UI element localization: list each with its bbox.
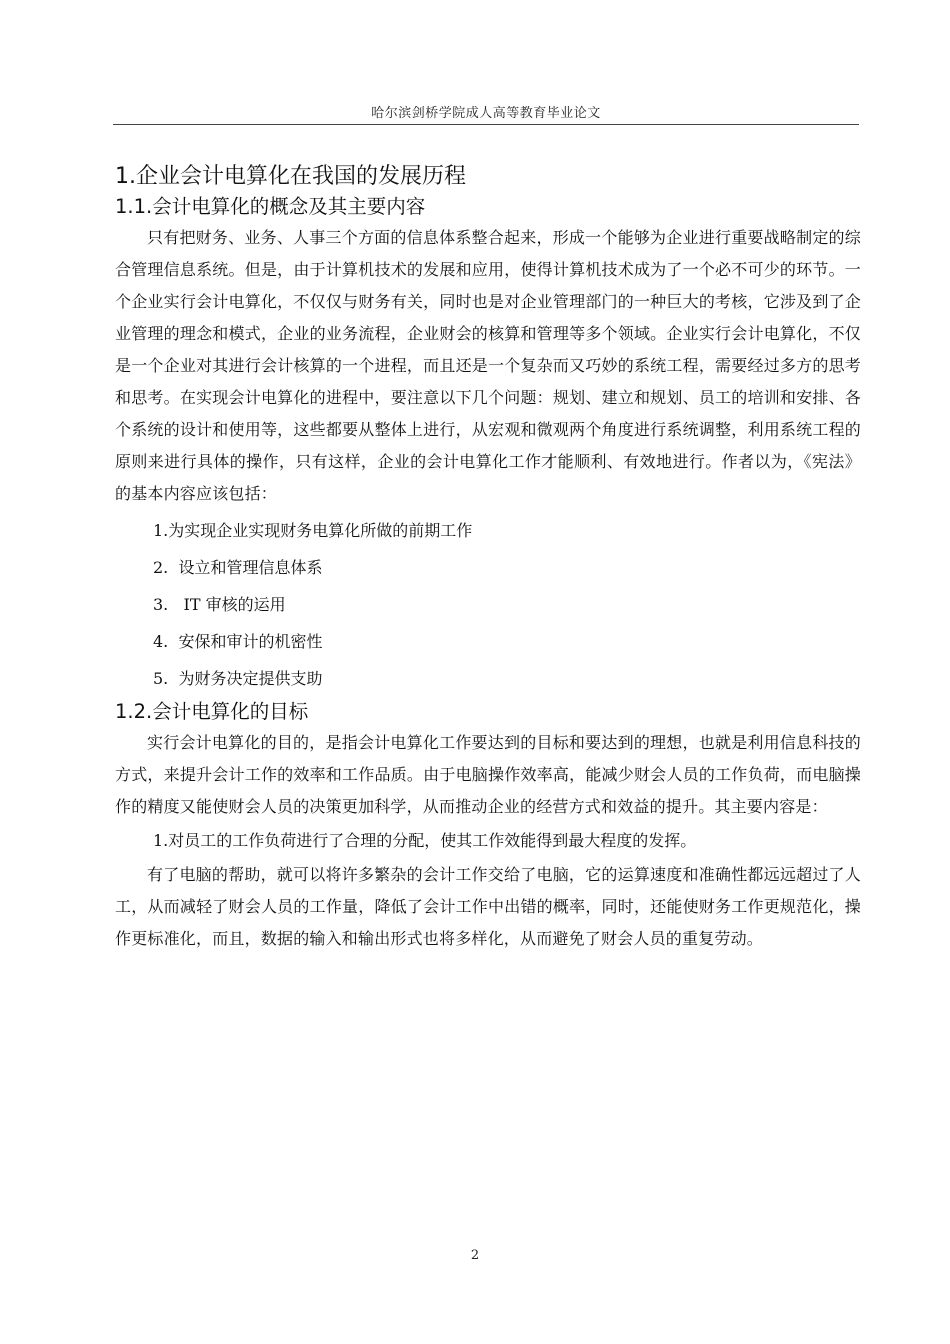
section-1-2-paragraph-1: 实行会计电算化的目的，是指会计电算化工作要达到的目标和要达到的理想，也就是利用信息科技的方式，来提升会计工作的效率和工作品质。由于电脑操作效率高，能减少财会人员的工作负荷，而电脑操作的精度又能使财会人员的决策更加科学，从而推动企业的经营方式和效益的提升。其主要内容是： (115, 733, 861, 816)
list-item: 2. 设立和管理信息体系 (153, 558, 323, 577)
list-item: 1.为实现企业实现财务电算化所做的前期工作 (153, 521, 473, 540)
running-header: 哈尔滨剑桥学院成人高等教育毕业论文 (371, 106, 601, 121)
page-number: 2 (470, 1248, 480, 1263)
list-item: 3. IT 审核的运用 (153, 595, 286, 614)
section-1-2-list-item: 1.对员工的工作负荷进行了合理的分配，使其工作效能得到最大程度的发挥。 (153, 831, 697, 850)
list-item: 5. 为财务决定提供支助 (153, 669, 323, 688)
section-title-1-2: 1.2.会计电算化的目标 (115, 700, 309, 723)
section-1-1-list (115, 512, 861, 697)
page-content (115, 150, 861, 955)
list-item: 4. 安保和审计的机密性 (153, 632, 323, 651)
section-title-1-1: 1.1.会计电算化的概念及其主要内容 (115, 195, 426, 218)
section-1-1-paragraph: 只有把财务、业务、人事三个方面的信息体系整合起来，形成一个能够为企业进行重要战略制定的综合管理信息系统。但是，由于计算机技术的发展和应用，使得计算机技术成为了一个必不可少的环节。一个企业实行会计电算化，不仅仅与财务有关，同时也是对企业管理部门的一种巨大的考核，它涉及到了企业管理的理念和模式，企业的业务流程，企业财会的核算和管理等多个领域。企业实行会计电算化，不仅是一个企业对其进行会计核算的一个进程，而且还是一个复杂而又巧妙的系统工程，需要经过多方的思考和思考。在实现会计电算化的进程中，要注意以下几个问题：规划、建立和规划、员工的培训和安排、各个系统的设计和使用等，这些都要从整体上进行，从宏观和微观两个角度进行系统调整，利用系统工程的原则来进行具体的操作，只有这样，企业的会计电算化工作才能顺利、有效地进行。作者以为，《宪法》的基本内容应该包括： (115, 228, 861, 503)
chapter-title: 1.企业会计电算化在我国的发展历程 (115, 164, 466, 189)
header-divider (113, 124, 859, 125)
section-1-2-paragraph-2: 有了电脑的帮助，就可以将许多繁杂的会计工作交给了电脑，它的运算速度和准确性都远远超过了人工，从而减轻了财会人员的工作量，降低了会计工作中出错的概率，同时，还能使财务工作更规范化，操作更标准化，而且，数据的输入和输出形式也将多样化，从而避免了财会人员的重复劳动。 (115, 865, 861, 948)
